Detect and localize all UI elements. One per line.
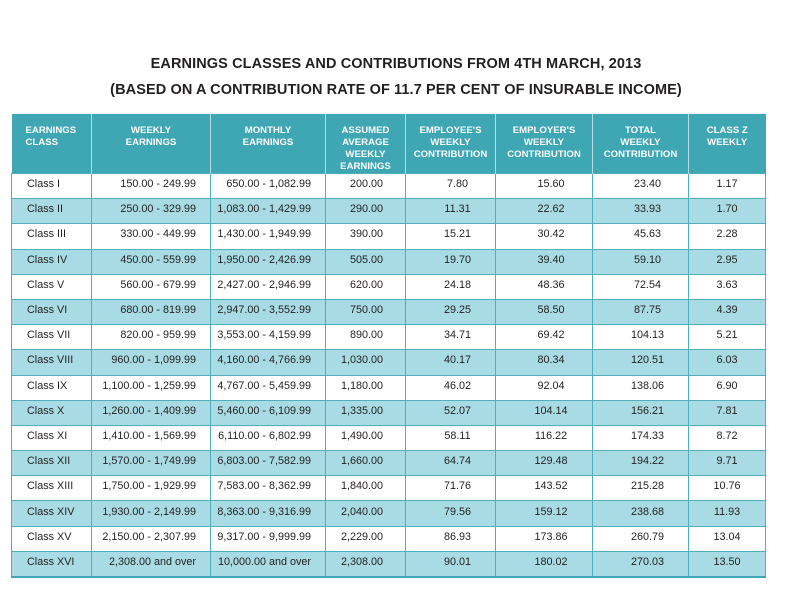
table-row	[12, 476, 766, 501]
earnings-class-cell: Class VI	[12, 299, 92, 324]
header-label-line: EMPLOYER'S	[512, 125, 576, 136]
employer-contribution-cell: 15.60	[496, 174, 593, 199]
monthly-earnings-cell: 6,110.00 - 6,802.99	[211, 425, 326, 450]
weekly-earnings-cell: 820.00 - 959.99	[92, 325, 211, 350]
employee-contribution-cell: 52.07	[406, 400, 496, 425]
monthly-earnings-cell: 10,000.00 and over	[211, 551, 326, 576]
table-body	[12, 174, 766, 577]
earnings-class-cell: Class III	[12, 224, 92, 249]
total-contribution-cell: 23.40	[593, 174, 689, 199]
weekly-earnings-cell: 1,100.00 - 1,259.99	[92, 375, 211, 400]
assumed-average-cell: 1,030.00	[326, 350, 406, 375]
document-subtitle: (BASED ON A CONTRIBUTION RATE OF 11.7 PER CENT OF INSURABLE INCOME)	[110, 82, 682, 98]
weekly-earnings-cell: 560.00 - 679.99	[92, 274, 211, 299]
weekly-earnings-cell: 2,308.00 and over	[92, 551, 211, 576]
assumed-average-cell: 890.00	[326, 325, 406, 350]
header-weekly-earnings	[92, 114, 211, 174]
weekly-earnings-cell: 2,150.00 - 2,307.99	[92, 526, 211, 551]
employee-contribution-cell: 34.71	[406, 325, 496, 350]
assumed-average-cell: 1,840.00	[326, 476, 406, 501]
employee-contribution-cell: 64.74	[406, 451, 496, 476]
earnings-class-cell: Class XI	[12, 425, 92, 450]
header-total-contribution	[593, 114, 689, 174]
header-label-line: WEEKLY	[345, 149, 386, 160]
total-contribution-cell: 174.33	[593, 425, 689, 450]
weekly-earnings-cell: 1,410.00 - 1,569.99	[92, 425, 211, 450]
employer-contribution-cell: 173.86	[496, 526, 593, 551]
header-label-line: EMPLOYEE'S	[419, 125, 482, 136]
employer-contribution-cell: 80.34	[496, 350, 593, 375]
header-label-line: EARNINGS	[125, 137, 177, 148]
earnings-class-cell: Class XV	[12, 526, 92, 551]
table-row	[12, 299, 766, 324]
earnings-class-cell: Class IX	[12, 375, 92, 400]
table-row	[12, 249, 766, 274]
class-z-cell: 6.90	[689, 375, 766, 400]
monthly-earnings-cell: 4,767.00 - 5,459.99	[211, 375, 326, 400]
total-contribution-cell: 87.75	[593, 299, 689, 324]
monthly-earnings-cell: 7,583.00 - 8,362.99	[211, 476, 326, 501]
monthly-earnings-cell: 1,950.00 - 2,426.99	[211, 249, 326, 274]
table-row	[12, 174, 766, 199]
total-contribution-cell: 59.10	[593, 249, 689, 274]
header-label-line: WEEKLY	[130, 125, 172, 136]
total-contribution-cell: 156.21	[593, 400, 689, 425]
employer-contribution-cell: 116.22	[496, 425, 593, 450]
earnings-class-cell: Class XIII	[12, 476, 92, 501]
assumed-average-cell: 390.00	[326, 224, 406, 249]
employer-contribution-cell: 39.40	[496, 249, 593, 274]
earnings-class-cell: Class VIII	[12, 350, 92, 375]
assumed-average-cell: 2,040.00	[326, 501, 406, 526]
contributions-table	[11, 114, 766, 578]
weekly-earnings-cell: 1,750.00 - 1,929.99	[92, 476, 211, 501]
class-z-cell: 6.03	[689, 350, 766, 375]
employee-contribution-cell: 58.11	[406, 425, 496, 450]
assumed-average-cell: 2,308.00	[326, 551, 406, 576]
earnings-class-cell: Class XII	[12, 451, 92, 476]
assumed-average-cell: 1,180.00	[326, 375, 406, 400]
table-header	[12, 114, 766, 174]
class-z-cell: 3.63	[689, 274, 766, 299]
header-label-line: WEEKLY	[707, 137, 748, 148]
employee-contribution-cell: 29.25	[406, 299, 496, 324]
earnings-class-cell: Class II	[12, 199, 92, 224]
weekly-earnings-cell: 1,930.00 - 2,149.99	[92, 501, 211, 526]
table-row	[12, 551, 766, 576]
table-row	[12, 199, 766, 224]
earnings-class-cell: Class V	[12, 274, 92, 299]
earnings-class-cell: Class VII	[12, 325, 92, 350]
employer-contribution-cell: 143.52	[496, 476, 593, 501]
header-label-line: TOTAL	[624, 125, 657, 136]
class-z-cell: 1.17	[689, 174, 766, 199]
class-z-cell: 13.50	[689, 551, 766, 576]
employer-contribution-cell: 48.36	[496, 274, 593, 299]
monthly-earnings-cell: 8,363.00 - 9,316.99	[211, 501, 326, 526]
employee-contribution-cell: 90.01	[406, 551, 496, 576]
employer-contribution-cell: 104.14	[496, 400, 593, 425]
monthly-earnings-cell: 4,160.00 - 4,766.99	[211, 350, 326, 375]
earnings-class-cell: Class XVI	[12, 551, 92, 576]
header-label-line: EARNINGS	[242, 137, 294, 148]
monthly-earnings-cell: 5,460.00 - 6,109.99	[211, 400, 326, 425]
table-row	[12, 425, 766, 450]
header-label-line: CONTRIBUTION	[507, 149, 581, 160]
earnings-class-cell: Class IV	[12, 249, 92, 274]
monthly-earnings-cell: 650.00 - 1,082.99	[211, 174, 326, 199]
monthly-earnings-cell: 3,553.00 - 4,159.99	[211, 325, 326, 350]
table-row	[12, 451, 766, 476]
weekly-earnings-cell: 330.00 - 449.99	[92, 224, 211, 249]
header-label-line: WEEKLY	[523, 137, 565, 148]
table-row	[12, 325, 766, 350]
employee-contribution-cell: 40.17	[406, 350, 496, 375]
employee-contribution-cell: 19.70	[406, 249, 496, 274]
document-title-block	[0, 51, 792, 103]
assumed-average-cell: 620.00	[326, 274, 406, 299]
weekly-earnings-cell: 250.00 - 329.99	[92, 199, 211, 224]
employee-contribution-cell: 46.02	[406, 375, 496, 400]
assumed-average-cell: 505.00	[326, 249, 406, 274]
total-contribution-cell: 104.13	[593, 325, 689, 350]
table-row	[12, 274, 766, 299]
header-monthly-earnings	[211, 114, 326, 174]
header-label-line: ASSUMED	[341, 125, 390, 136]
class-z-cell: 11.93	[689, 501, 766, 526]
monthly-earnings-cell: 2,427.00 - 2,946.99	[211, 274, 326, 299]
monthly-earnings-cell: 1,430.00 - 1,949.99	[211, 224, 326, 249]
class-z-cell: 9.71	[689, 451, 766, 476]
table-row	[12, 526, 766, 551]
header-label-line: CLASS Z	[706, 125, 748, 136]
class-z-cell: 2.28	[689, 224, 766, 249]
class-z-cell: 2.95	[689, 249, 766, 274]
monthly-earnings-cell: 2,947.00 - 3,552.99	[211, 299, 326, 324]
document-title: EARNINGS CLASSES AND CONTRIBUTIONS FROM 4TH MARCH, 2013	[150, 56, 642, 72]
monthly-earnings-cell: 6,803.00 - 7,582.99	[211, 451, 326, 476]
employee-contribution-cell: 79.56	[406, 501, 496, 526]
assumed-average-cell: 2,229.00	[326, 526, 406, 551]
employer-contribution-cell: 159.12	[496, 501, 593, 526]
class-z-cell: 8.72	[689, 425, 766, 450]
class-z-cell: 10.76	[689, 476, 766, 501]
employer-contribution-cell: 180.02	[496, 551, 593, 576]
employer-contribution-cell: 129.48	[496, 451, 593, 476]
header-employee-contribution	[406, 114, 496, 174]
total-contribution-cell: 33.93	[593, 199, 689, 224]
total-contribution-cell: 194.22	[593, 451, 689, 476]
employee-contribution-cell: 86.93	[406, 526, 496, 551]
total-contribution-cell: 138.06	[593, 375, 689, 400]
header-row	[12, 114, 766, 174]
class-z-cell: 5.21	[689, 325, 766, 350]
earnings-class-cell: Class I	[12, 174, 92, 199]
total-contribution-cell: 45.63	[593, 224, 689, 249]
employer-contribution-cell: 30.42	[496, 224, 593, 249]
header-label-line: CLASS	[25, 137, 59, 148]
employee-contribution-cell: 15.21	[406, 224, 496, 249]
monthly-earnings-cell: 1,083.00 - 1,429.99	[211, 199, 326, 224]
table-row	[12, 375, 766, 400]
weekly-earnings-cell: 1,260.00 - 1,409.99	[92, 400, 211, 425]
total-contribution-cell: 238.68	[593, 501, 689, 526]
header-earnings-class	[12, 114, 92, 174]
weekly-earnings-cell: 680.00 - 819.99	[92, 299, 211, 324]
employee-contribution-cell: 24.18	[406, 274, 496, 299]
header-label-line: WEEKLY	[620, 137, 661, 148]
weekly-earnings-cell: 1,570.00 - 1,749.99	[92, 451, 211, 476]
employer-contribution-cell: 92.04	[496, 375, 593, 400]
total-contribution-cell: 270.03	[593, 551, 689, 576]
assumed-average-cell: 1,335.00	[326, 400, 406, 425]
weekly-earnings-cell: 150.00 - 249.99	[92, 174, 211, 199]
header-employer-contribution	[496, 114, 593, 174]
assumed-average-cell: 1,660.00	[326, 451, 406, 476]
header-label-line: CONTRIBUTION	[413, 149, 488, 160]
header-label-line: MONTHLY	[244, 125, 292, 136]
table-row	[12, 224, 766, 249]
class-z-cell: 13.04	[689, 526, 766, 551]
header-class-z	[689, 114, 766, 174]
weekly-earnings-cell: 960.00 - 1,099.99	[92, 350, 211, 375]
employer-contribution-cell: 58.50	[496, 299, 593, 324]
header-label-line: WEEKLY	[430, 137, 471, 148]
header-label-line: EARNINGS	[340, 161, 391, 172]
header-assumed-average	[326, 114, 406, 174]
employee-contribution-cell: 11.31	[406, 199, 496, 224]
employer-contribution-cell: 69.42	[496, 325, 593, 350]
employer-contribution-cell: 22.62	[496, 199, 593, 224]
monthly-earnings-cell: 9,317.00 - 9,999.99	[211, 526, 326, 551]
table-row	[12, 350, 766, 375]
class-z-cell: 4.39	[689, 299, 766, 324]
class-z-cell: 1.70	[689, 199, 766, 224]
earnings-class-cell: Class X	[12, 400, 92, 425]
total-contribution-cell: 120.51	[593, 350, 689, 375]
table-row	[12, 400, 766, 425]
total-contribution-cell: 215.28	[593, 476, 689, 501]
earnings-class-cell: Class XIV	[12, 501, 92, 526]
assumed-average-cell: 200.00	[326, 174, 406, 199]
assumed-average-cell: 1,490.00	[326, 425, 406, 450]
weekly-earnings-cell: 450.00 - 559.99	[92, 249, 211, 274]
table-row	[12, 501, 766, 526]
total-contribution-cell: 72.54	[593, 274, 689, 299]
employee-contribution-cell: 71.76	[406, 476, 496, 501]
employee-contribution-cell: 7.80	[406, 174, 496, 199]
header-label-line: AVERAGE	[342, 137, 389, 148]
header-label-line: EARNINGS	[25, 125, 77, 136]
class-z-cell: 7.81	[689, 400, 766, 425]
total-contribution-cell: 260.79	[593, 526, 689, 551]
assumed-average-cell: 290.00	[326, 199, 406, 224]
header-label-line: CONTRIBUTION	[603, 149, 678, 160]
assumed-average-cell: 750.00	[326, 299, 406, 324]
